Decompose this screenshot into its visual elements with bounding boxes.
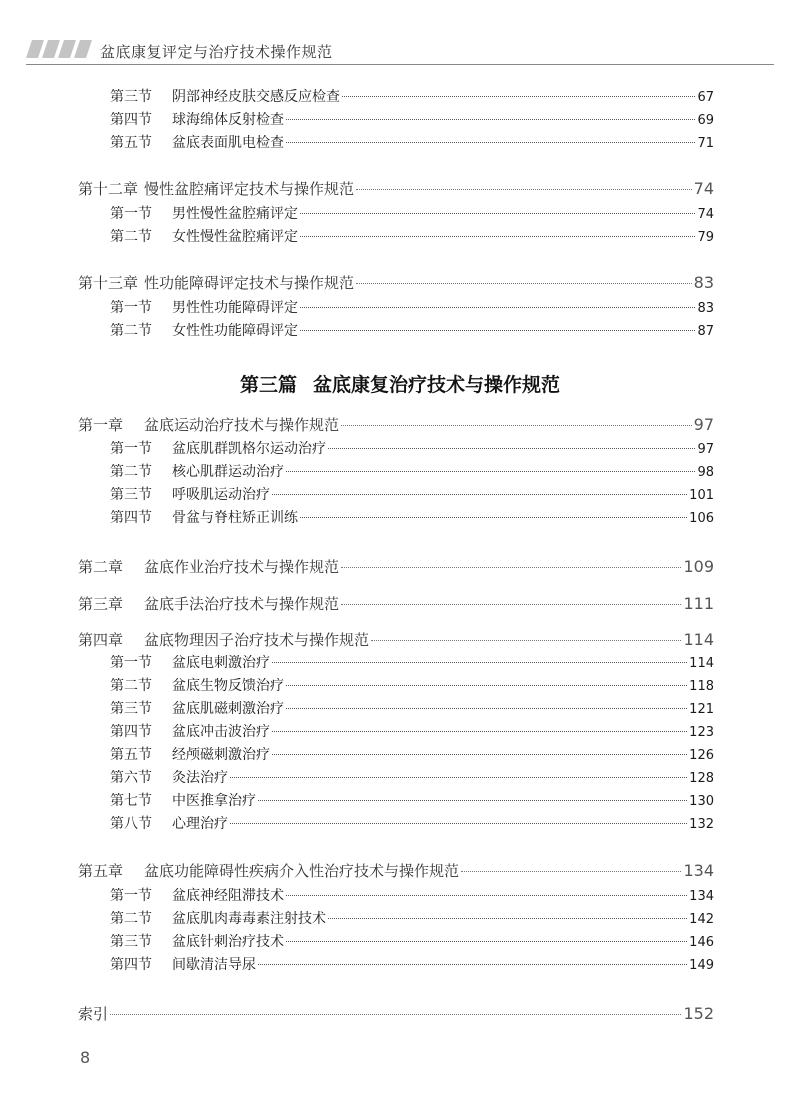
toc-entry-title: 盆底手法治疗技术与操作规范 (144, 595, 340, 613)
toc-leader-dots (286, 685, 687, 686)
toc-entry-title: 核心肌群运动治疗 (172, 464, 284, 480)
toc-page-number: 97 (693, 415, 714, 434)
toc-page-number: 114 (689, 656, 714, 671)
toc-section-row[interactable] (110, 675, 714, 695)
part-heading (0, 370, 800, 397)
toc-section-row[interactable] (110, 438, 714, 458)
toc-entry-number: 第五章 (78, 862, 124, 880)
toc-entry-number: 第一节 (110, 655, 152, 671)
toc-leader-dots (342, 96, 695, 97)
toc-page-number: 130 (689, 794, 714, 809)
toc-entry-title: 盆底生物反馈治疗 (172, 678, 284, 694)
toc-section-row[interactable] (110, 109, 714, 129)
toc-leader-dots (286, 471, 695, 472)
toc-entry-title: 经颅磁刺激治疗 (172, 747, 270, 763)
toc-leader-dots (300, 307, 695, 308)
toc-page-number: 121 (689, 702, 714, 717)
toc-entry-number: 第八节 (110, 816, 152, 832)
toc-leader-dots (286, 895, 687, 896)
toc-entry-title: 盆底针刺治疗技术 (172, 934, 284, 950)
toc-leader-dots (286, 708, 687, 709)
toc-page-number: 74 (693, 179, 714, 198)
toc-leader-dots (356, 283, 692, 284)
toc-leader-dots (286, 941, 687, 942)
toc-page-number: 97 (697, 442, 714, 457)
page-number: 8 (80, 1048, 91, 1067)
toc-entry-number: 第二节 (110, 229, 152, 245)
toc-section-row[interactable] (110, 767, 714, 787)
toc-entry-title: 盆底肌磁刺激治疗 (172, 701, 284, 717)
toc-entry-number: 第七节 (110, 793, 152, 809)
toc-leader-dots (300, 517, 687, 518)
toc-leader-dots (300, 236, 695, 237)
toc-leader-dots (286, 142, 695, 143)
toc-entry-title: 球海绵体反射检查 (172, 112, 284, 128)
toc-entry-number: 第二节 (110, 678, 152, 694)
toc-entry-number: 第三节 (110, 701, 152, 717)
toc-section-row[interactable] (110, 954, 714, 974)
toc-leader-dots (272, 754, 687, 755)
toc-entry-title: 间歇清洁导尿 (172, 957, 256, 973)
toc-entry-number: 第二章 (78, 558, 124, 576)
toc-page-number: 79 (697, 230, 714, 245)
toc-entry-title: 阴部神经皮肤交感反应检查 (172, 89, 340, 105)
toc-section-row[interactable] (110, 507, 714, 527)
toc-entry-title: 男性性功能障碍评定 (172, 300, 298, 316)
toc-section-row[interactable] (110, 132, 714, 152)
toc-section-row[interactable] (110, 908, 714, 928)
toc-section-row[interactable] (110, 813, 714, 833)
toc-section-row[interactable] (110, 790, 714, 810)
toc-entry-title: 女性慢性盆腔痛评定 (172, 229, 298, 245)
toc-page-number: 142 (689, 912, 714, 927)
toc-entry-number: 第三章 (78, 595, 124, 613)
toc-entry-number: 第三节 (110, 934, 152, 950)
toc-page-number: 118 (689, 679, 714, 694)
toc-chapter-row[interactable] (78, 178, 714, 199)
toc-entry-title: 索引 (78, 1005, 109, 1023)
toc-entry-title: 呼吸肌运动治疗 (172, 487, 270, 503)
toc-chapter-row[interactable] (78, 629, 714, 650)
part-title: 盆底康复治疗技术与操作规范 (313, 374, 561, 396)
toc-entry-number: 第四节 (110, 510, 152, 526)
toc-entry-title: 灸法治疗 (172, 770, 228, 786)
toc-chapter-row[interactable] (78, 593, 714, 614)
toc-page-number: 101 (689, 488, 714, 503)
toc-section-row[interactable] (110, 320, 714, 340)
toc-leader-dots (341, 604, 681, 605)
toc-entry-number: 第一节 (110, 441, 152, 457)
toc-chapter-row[interactable] (78, 556, 714, 577)
toc-page-number: 128 (689, 771, 714, 786)
toc-section-row[interactable] (110, 297, 714, 317)
toc-leader-dots (230, 823, 687, 824)
toc-leader-dots (341, 425, 692, 426)
toc-entry-title: 盆底电刺激治疗 (172, 655, 270, 671)
toc-entry-number: 第四节 (110, 724, 152, 740)
toc-entry-number: 第三节 (110, 487, 152, 503)
toc-entry-number: 第四节 (110, 112, 152, 128)
toc-entry-number: 第二节 (110, 323, 152, 339)
toc-entry-number: 第一节 (110, 206, 152, 222)
toc-section-row[interactable] (110, 931, 714, 951)
toc-section-row[interactable] (110, 226, 714, 246)
part-number: 第三篇 (239, 374, 297, 396)
toc-page-number: 132 (689, 817, 714, 832)
toc-entry-title: 盆底作业治疗技术与操作规范 (144, 558, 340, 576)
toc-page-number: 69 (697, 113, 714, 128)
toc-leader-dots (272, 662, 687, 663)
toc-entry-title: 男性慢性盆腔痛评定 (172, 206, 298, 222)
toc-entry-title: 骨盆与脊柱矫正训练 (172, 510, 298, 526)
toc-page-number: 83 (697, 301, 714, 316)
toc-leader-dots (230, 777, 687, 778)
toc-entry-number: 第五节 (110, 747, 152, 763)
toc-leader-dots (272, 731, 687, 732)
toc-entry-title: 盆底肌肉毒毒素注射技术 (172, 911, 326, 927)
toc-section-row[interactable] (110, 461, 714, 481)
toc-leader-dots (461, 871, 681, 872)
toc-page-number: 146 (689, 935, 714, 950)
toc-leader-dots (341, 567, 681, 568)
toc-section-row[interactable] (110, 86, 714, 106)
toc-leader-dots (356, 189, 692, 190)
toc-entry-number: 第一节 (110, 300, 152, 316)
toc-entry-number: 第三节 (110, 89, 152, 105)
toc-entry-number: 第一章 (78, 416, 124, 434)
toc-entry-number: 第二节 (110, 911, 152, 927)
toc-leader-dots (286, 119, 695, 120)
toc-entry-number: 第十二章 (78, 180, 139, 198)
toc-entry-number: 第十三章 (78, 274, 139, 292)
toc-page-number: 149 (689, 958, 714, 973)
toc-page-number: 87 (697, 324, 714, 339)
toc-leader-dots (110, 1014, 681, 1015)
toc-page-number: 111 (683, 594, 714, 613)
toc-leader-dots (258, 800, 687, 801)
toc-chapter-row[interactable] (78, 1003, 714, 1024)
toc-page-number: 71 (697, 136, 714, 151)
toc-section-row[interactable] (110, 698, 714, 718)
toc-page-number: 134 (689, 889, 714, 904)
toc-entry-title: 盆底运动治疗技术与操作规范 (144, 416, 340, 434)
toc-leader-dots (371, 640, 681, 641)
toc-entry-title: 盆底神经阻滞技术 (172, 888, 284, 904)
toc-chapter-row[interactable] (78, 414, 714, 435)
toc-entry-number: 第五节 (110, 135, 152, 151)
toc-chapter-row[interactable] (78, 860, 714, 881)
toc-section-row[interactable] (110, 203, 714, 223)
toc-page-number: 74 (697, 207, 714, 222)
toc-leader-dots (300, 213, 695, 214)
toc-page-number: 126 (689, 748, 714, 763)
toc-entry-number: 第二节 (110, 464, 152, 480)
toc-page-number: 123 (689, 725, 714, 740)
toc-entry-title: 盆底功能障碍性疾病介入性治疗技术与操作规范 (144, 862, 460, 880)
toc-page-number: 134 (683, 861, 714, 880)
toc-leader-dots (328, 448, 695, 449)
toc-page-number: 109 (683, 557, 714, 576)
toc-section-row[interactable] (110, 721, 714, 741)
toc-page-number: 152 (683, 1004, 714, 1023)
toc-entry-number: 第一节 (110, 888, 152, 904)
toc-entry-number: 第六节 (110, 770, 152, 786)
toc-leader-dots (328, 918, 687, 919)
toc-page-number: 83 (693, 273, 714, 292)
toc-page-number: 114 (683, 630, 714, 649)
toc-entry-title: 女性性功能障碍评定 (172, 323, 298, 339)
toc-entry-number: 第四章 (78, 631, 124, 649)
toc-leader-dots (258, 964, 687, 965)
toc-entry-title: 中医推拿治疗 (172, 793, 256, 809)
running-title: 盆底康复评定与治疗技术操作规范 (100, 43, 333, 61)
toc-entry-title: 盆底冲击波治疗 (172, 724, 270, 740)
toc-section-row[interactable] (110, 744, 714, 764)
toc-entry-title: 心理治疗 (172, 816, 228, 832)
toc-page-number: 98 (697, 465, 714, 480)
toc-leader-dots (300, 330, 695, 331)
toc-entry-title: 盆底物理因子治疗技术与操作规范 (144, 631, 370, 649)
toc-page-number: 106 (689, 511, 714, 526)
toc-entry-number: 第四节 (110, 957, 152, 973)
toc-entry-title: 盆底表面肌电检查 (172, 135, 284, 151)
toc-entry-title: 慢性盆腔痛评定技术与操作规范 (144, 180, 355, 198)
toc-section-row[interactable] (110, 652, 714, 672)
toc-section-row[interactable] (110, 885, 714, 905)
toc-entry-title: 性功能障碍评定技术与操作规范 (144, 274, 355, 292)
toc-entry-title: 盆底肌群凯格尔运动治疗 (172, 441, 326, 457)
toc-leader-dots (272, 494, 687, 495)
toc-chapter-row[interactable] (78, 272, 714, 293)
toc-page-number: 67 (697, 90, 714, 105)
toc-section-row[interactable] (110, 484, 714, 504)
